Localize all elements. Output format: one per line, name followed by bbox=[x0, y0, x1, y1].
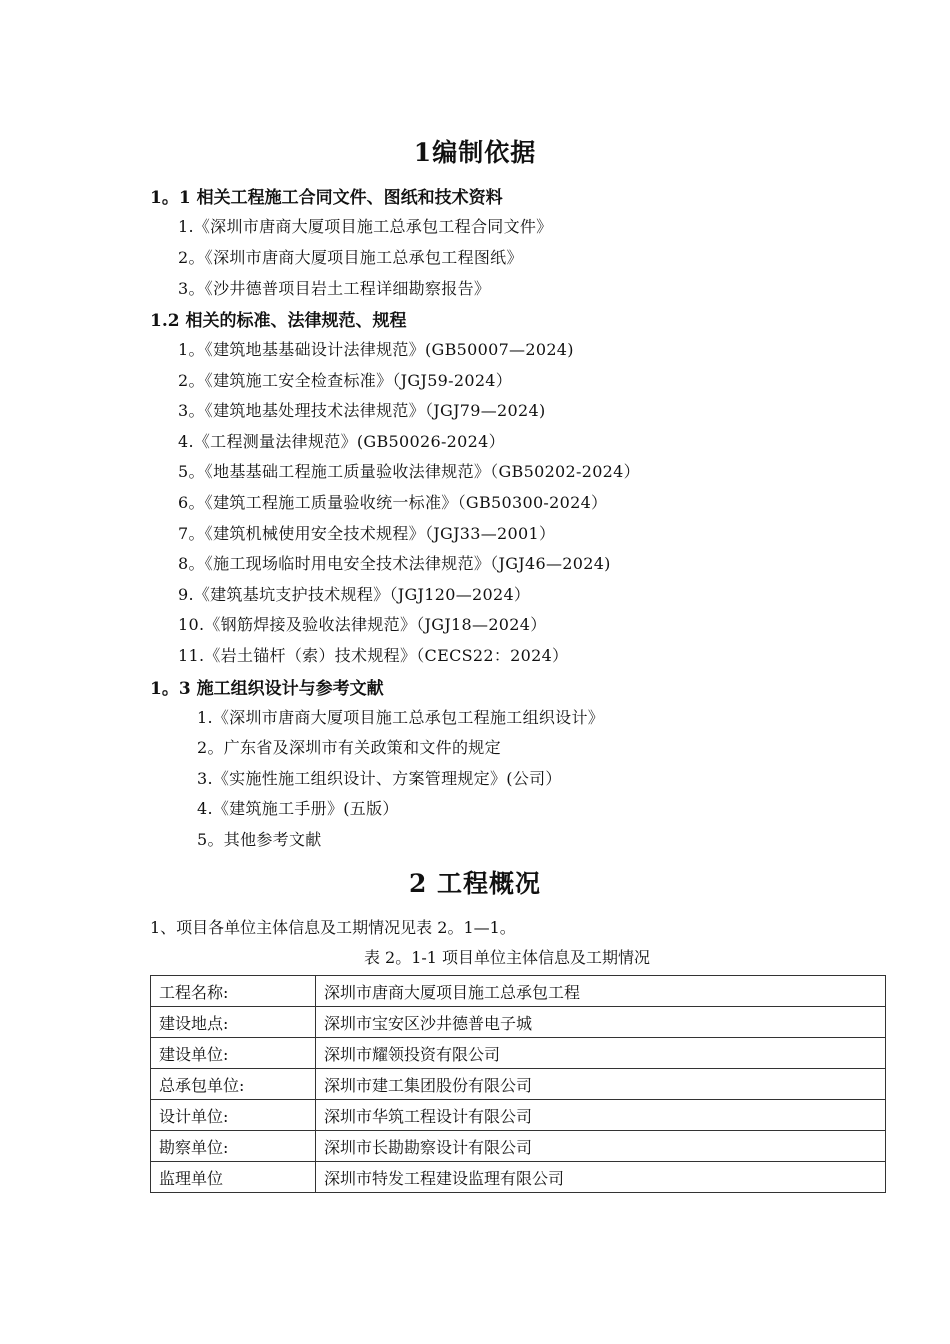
table-row bbox=[151, 1162, 886, 1193]
table-row bbox=[151, 976, 886, 1007]
section-1-3-heading: 1。3 施工组织设计与参考文献 bbox=[150, 679, 384, 699]
list-item: 1。《建筑地基基础设计法律规范》(GB50007—2024) bbox=[178, 340, 574, 359]
list-item: 6。《建筑工程施工质量验收统一标准》（GB50300-2024） bbox=[178, 493, 608, 512]
table-caption: 表 2。1-1 项目单位主体信息及工期情况 bbox=[363, 948, 651, 967]
table-row bbox=[151, 1100, 886, 1131]
table-cell-label: 设计单位: bbox=[151, 1100, 316, 1131]
section-1-2-heading: 1.2 相关的标准、法律规范、规程 bbox=[150, 311, 407, 331]
table-cell-label: 建设单位: bbox=[151, 1038, 316, 1069]
section-2-title: 2 工程概况 bbox=[408, 869, 542, 898]
table-cell-label: 勘察单位: bbox=[151, 1131, 316, 1162]
list-item: 5。《地基基础工程施工质量验收法律规范》（GB50202-2024） bbox=[178, 462, 640, 481]
project-info-table bbox=[150, 975, 886, 1193]
table-cell-value: 深圳市唐商大厦项目施工总承包工程 bbox=[316, 976, 886, 1007]
list-item: 3。《建筑地基处理技术法律规范》（JGJ79—2024) bbox=[178, 401, 546, 420]
section-1-1-heading: 1。1 相关工程施工合同文件、图纸和技术资料 bbox=[150, 188, 503, 208]
table-cell-value: 深圳市建工集团股份有限公司 bbox=[316, 1069, 886, 1100]
table-cell-value: 深圳市耀领投资有限公司 bbox=[316, 1038, 886, 1069]
table-cell-label: 工程名称: bbox=[151, 976, 316, 1007]
table-cell-label: 监理单位 bbox=[151, 1162, 316, 1193]
table-row bbox=[151, 1007, 886, 1038]
table-cell-label: 总承包单位: bbox=[151, 1069, 316, 1100]
list-item: 3。《沙井德普项目岩土工程详细勘察报告》 bbox=[178, 279, 491, 298]
list-item: 4.《建筑施工手册》(五版） bbox=[197, 799, 399, 818]
table-cell-value: 深圳市特发工程建设监理有限公司 bbox=[316, 1162, 886, 1193]
table-row bbox=[151, 1038, 886, 1069]
list-item: 2。广东省及深圳市有关政策和文件的规定 bbox=[197, 738, 501, 757]
list-item: 7。《建筑机械使用安全技术规程》（JGJ33—2001） bbox=[178, 524, 556, 543]
list-item: 9.《建筑基坑支护技术规程》（JGJ120—2024） bbox=[178, 585, 531, 604]
table-cell-value: 深圳市宝安区沙井德普电子城 bbox=[316, 1007, 886, 1038]
section-1-title: 1编制依据 bbox=[413, 138, 537, 167]
list-item: 8。《施工现场临时用电安全技术法律规范》（JGJ46—2024) bbox=[178, 554, 611, 573]
list-item: 1.《深圳市唐商大厦项目施工总承包工程施工组织设计》 bbox=[197, 708, 605, 727]
list-item: 10.《钢筋焊接及验收法律规范》（JGJ18—2024） bbox=[178, 615, 547, 634]
table-cell-label: 建设地点: bbox=[151, 1007, 316, 1038]
list-item: 11.《岩土锚杆（索）技术规程》（CECS22：2024） bbox=[178, 646, 569, 665]
list-item: 1.《深圳市唐商大厦项目施工总承包工程合同文件》 bbox=[178, 217, 553, 236]
table-cell-value: 深圳市长勘勘察设计有限公司 bbox=[316, 1131, 886, 1162]
list-item: 5。其他参考文献 bbox=[197, 830, 322, 849]
list-item: 3.《实施性施工组织设计、方案管理规定》(公司） bbox=[197, 769, 562, 788]
list-item: 2。《建筑施工安全检查标准》（JGJ59-2024） bbox=[178, 371, 513, 390]
list-item: 4.《工程测量法律规范》(GB50026-2024） bbox=[178, 432, 505, 451]
section-2-intro: 1、项目各单位主体信息及工期情况见表 2。1—1。 bbox=[150, 918, 516, 937]
table-row bbox=[151, 1069, 886, 1100]
table-cell-value: 深圳市华筑工程设计有限公司 bbox=[316, 1100, 886, 1131]
list-item: 2。《深圳市唐商大厦项目施工总承包工程图纸》 bbox=[178, 248, 523, 267]
table-row bbox=[151, 1131, 886, 1162]
